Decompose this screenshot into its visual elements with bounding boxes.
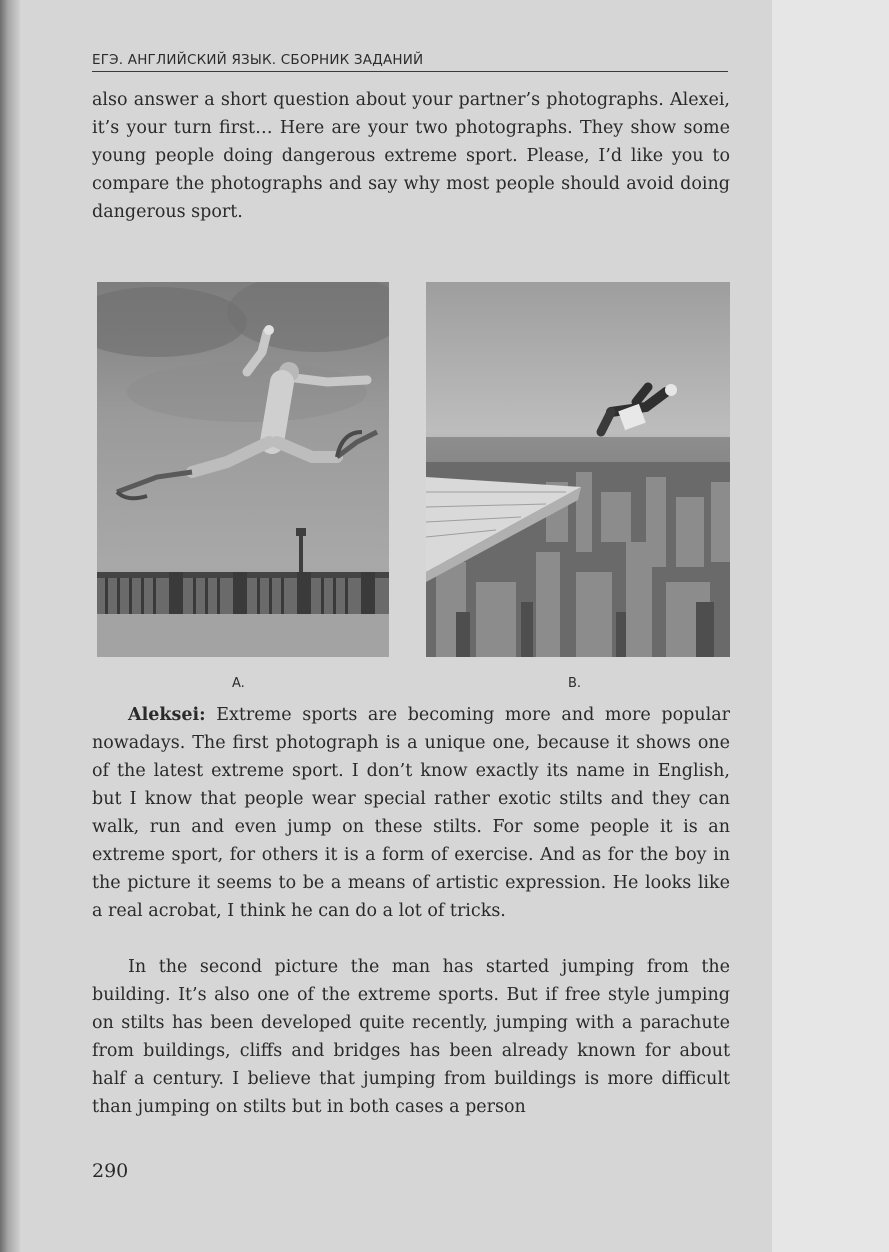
intro-paragraph: also answer a short question about your partner’s photographs. Alexei, it’s your turn first… Here are your two photographs. They show some young people doing dangerous extreme sport. Please, I’d like you to compare the photographs and say why most people should avoid doing dangerous sport.: [92, 90, 730, 222]
answer-paragraph-1-text: Extreme sports are becoming more and more popular nowadays. The first photograph is a unique one, because it shows one of the latest extreme sport. I don’t know exactly its name in English, but I know that people wear special rather exotic stilts and they can walk, run and even jump on these stilts. For some people it is an extreme sport, for others it is a form of exercise. And as for the boy in the picture it seems to be a means of artistic expression. He looks like a real acrobat, I think he can do a lot of tricks.: [92, 705, 730, 921]
book-spine-shadow: [0, 0, 20, 1252]
page-number: 290: [92, 1160, 129, 1182]
page-edge: [772, 0, 889, 1252]
photo-a-label: A.: [232, 676, 245, 691]
answer-paragraph-2: [92, 953, 730, 1121]
answer-paragraph-1: [92, 701, 730, 925]
photo-b-label: B.: [568, 676, 582, 691]
photo-b-base-jumper: [426, 282, 730, 657]
answer-paragraph-2-text: In the second picture the man has started jumping from the building. It’s also one of the extreme sports. But if free style jumping on stilts has been developed quite recently, jumping with a parachute from buildings, cliffs and bridges has been already known for about half a century. I believe that jumping from buildings is more difficult than jumping on stilts but in both cases a person: [92, 957, 730, 1117]
photo-a-stilt-jumper: [97, 282, 389, 657]
speaker-name: Aleksei:: [128, 705, 206, 725]
running-head: ЕГЭ. АНГЛИЙСКИЙ ЯЗЫК. СБОРНИК ЗАДАНИЙ: [92, 52, 728, 72]
